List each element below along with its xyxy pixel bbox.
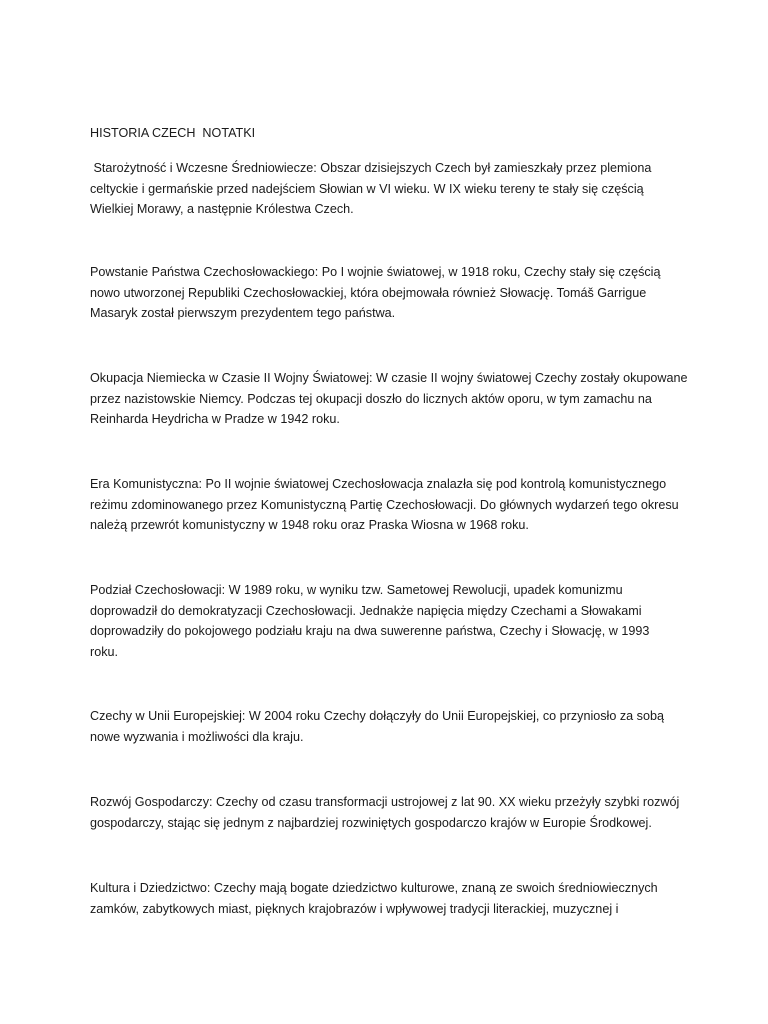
paragraph-line: Reinharda Heydricha w Pradze w 1942 roku. (90, 412, 340, 427)
paragraph-line: Starożytność i Wczesne Średniowiecze: Obszar dzisiejszych Czech był zamieszkały przez plemiona (90, 161, 652, 175)
paragraph-line: Kultura i Dziedzictwo: Czechy mają bogate dziedzictwo kulturowe, znaną ze swoich średniowiecznych (90, 881, 658, 895)
paragraph-line: zamków, zabytkowych miast, pięknych krajobrazów i wpływowej tradycji literackiej, muzycznej i (90, 901, 619, 916)
paragraph-partition (90, 580, 690, 662)
paragraph-european-union (90, 706, 690, 747)
paragraph-line: doprowadził do demokratyzacji Czechosłowacji. Jednakże napięcia między Czechami a Słowakami (90, 603, 642, 618)
paragraph-line: Podział Czechosłowacji: W 1989 roku, w wyniku tzw. Sametowej Rewolucji, upadek komunizmu (90, 583, 623, 597)
paragraph-line: nowe wyzwania i możliwości dla kraju. (90, 729, 304, 744)
paragraph-line: roku. (90, 644, 118, 659)
paragraph-line: Era Komunistyczna: Po II wojnie światowej Czechosłowacja znalazła się pod kontrolą komunistycznego (90, 477, 667, 491)
paragraph-communist-era (90, 474, 690, 536)
paragraph-line: gospodarczy, stając się jednym z najbardziej rozwiniętych gospodarczo krajów w Europie Środkowej. (90, 815, 652, 830)
paragraph-line: Wielkiej Morawy, a następnie Królestwa Czech. (90, 202, 354, 217)
paragraph-line: Okupacja Niemiecka w Czasie II Wojny Światowej: W czasie II wojny światowej Czechy zostały okupowane (90, 371, 688, 385)
paragraph-line: Rozwój Gospodarczy: Czechy od czasu transformacji ustrojowej z lat 90. XX wieku przeżyły szybki rozwój (90, 795, 680, 809)
paragraph-czechoslovak-state (90, 262, 690, 324)
paragraph-line: reżimu zdominowanego przez Komunistyczną Partię Czechosłowacji. Do głównych wydarzeń tego okresu (90, 497, 679, 512)
paragraph-economic-development (90, 792, 690, 833)
paragraph-line: celtyckie i germańskie przed nadejściem Słowian w VI wieku. W IX wieku tereny te stały się częścią (90, 181, 644, 196)
paragraph-line: doprowadziły do pokojowego podziału kraju na dwa suwerenne państwa, Czechy i Słowację, w 1993 (90, 624, 650, 639)
paragraph-line: Czechy w Unii Europejskiej: W 2004 roku Czechy dołączyły do Unii Europejskiej, co przyniosło za sobą (90, 709, 664, 723)
paragraph-culture-heritage (90, 878, 690, 919)
paragraph-line: Masaryk został pierwszym prezydentem tego państwa. (90, 306, 396, 321)
paragraph-german-occupation (90, 368, 690, 430)
paragraph-line: przez nazistowskie Niemcy. Podczas tej okupacji doszło do licznych aktów oporu, w tym zamachu na (90, 391, 652, 406)
paragraph-line: Powstanie Państwa Czechosłowackiego: Po I wojnie światowej, w 1918 roku, Czechy stały się częścią (90, 265, 661, 279)
paragraph-line: należą przewrót komunistyczny w 1948 roku oraz Praska Wiosna w 1968 roku. (90, 518, 529, 533)
document-title: HISTORIA CZECH NOTATKI (90, 126, 256, 140)
paragraph-line: nowo utworzonej Republiki Czechosłowackiej, która obejmowała również Słowację. Tomáš Garrigue (90, 285, 647, 300)
paragraph-antiquity (90, 158, 690, 220)
